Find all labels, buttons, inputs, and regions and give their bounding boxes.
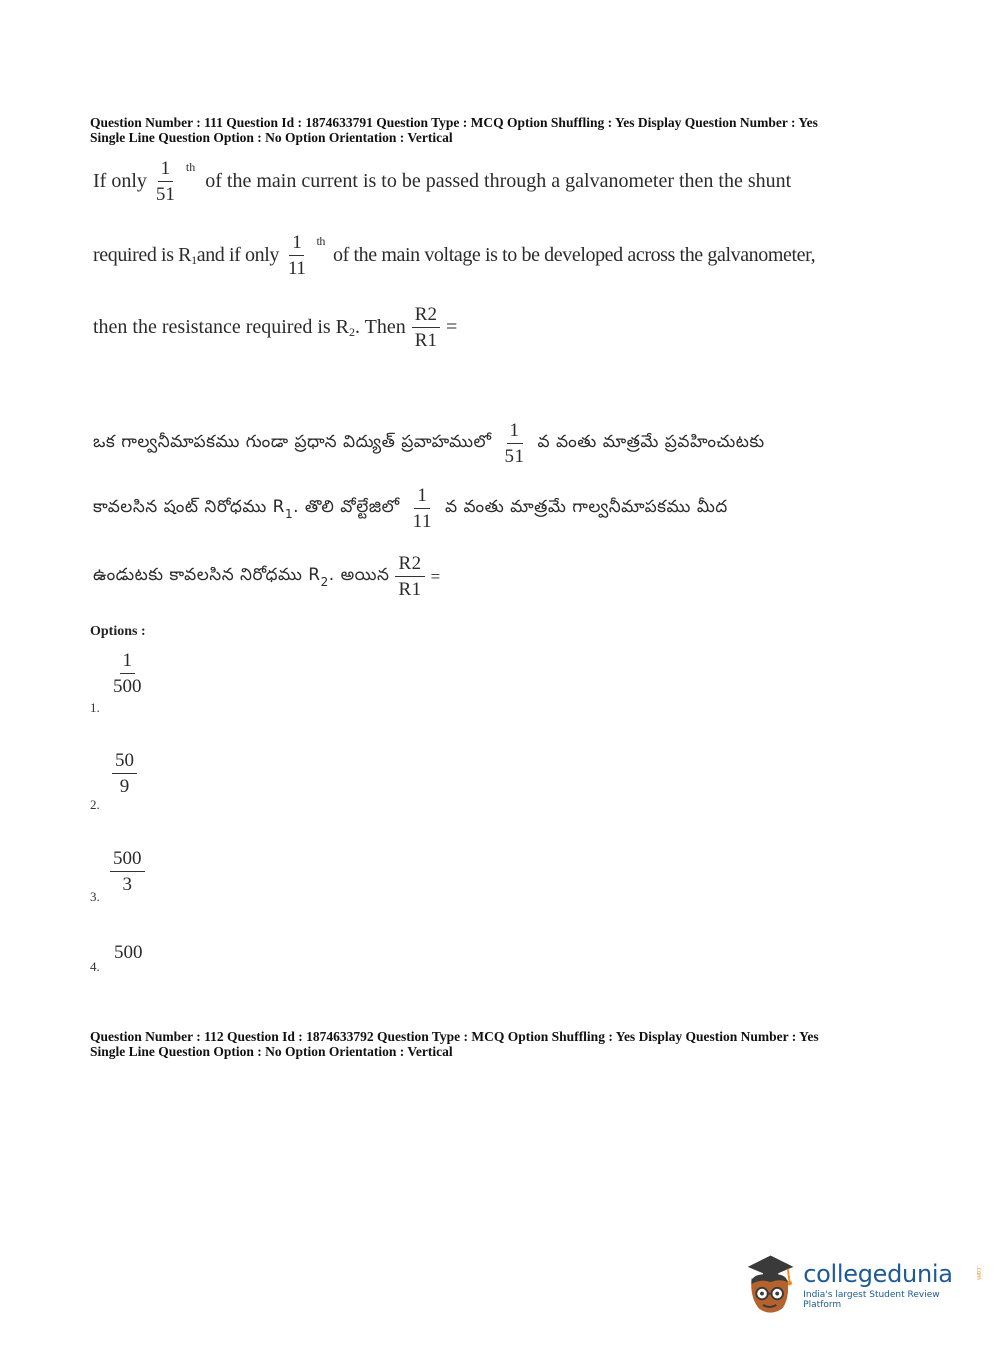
fraction-denominator: 51 [504,446,525,467]
question-te-line-1 [93,420,765,467]
question-111-meta-line1: Question Number : 111 Question Id : 1874633791 Question Type : MCQ Option Shuffling : Yes Display Question Number : Yes [90,115,818,130]
fraction-r2-r1 [395,553,424,600]
question-te-line-3 [93,553,441,600]
fraction-1-11 [285,232,309,279]
fraction-numerator: R2 [395,553,424,577]
fraction-numerator: 1 [414,485,430,509]
question-en-line-1 [93,158,791,205]
question-112-meta [90,1029,920,1059]
equals-sign: = [430,566,441,586]
fraction-numerator: R2 [412,304,440,328]
option-2-number: 2. [90,797,100,812]
collegedunia-logo[interactable] [742,1250,982,1320]
fraction-1-51 [502,420,528,467]
option-1[interactable] [110,650,145,697]
text-segment: of the main voltage is to be developed across the galvanometer, [333,244,816,266]
question-112-meta-line1: Question Number : 112 Question Id : 1874633792 Question Type : MCQ Option Shuffling : Yes Display Question Number : Yes [90,1029,819,1044]
text-segment: . తొలి వోల్టేజిలో [293,496,400,517]
fraction-denominator: R1 [398,579,422,600]
fraction-denominator: 11 [412,511,432,532]
option-1-fraction [110,650,145,697]
logo-tagline: India's largest Student Review Platform [803,1290,940,1310]
option-3-number: 3. [90,889,100,904]
text-segment: then the resistance required is R [93,316,350,338]
text-segment: వ వంతు మాత్రమే గాల్వనీమాపకము మీద [444,496,728,517]
option-4-value: 500 [114,942,143,963]
option-4-number: 4. [90,959,100,974]
option-1-number: 1. [90,700,100,715]
text-segment: వ వంతు మాత్రమే ప్రవహించుటకు [537,431,765,452]
text-segment: required is R [93,244,192,266]
text-segment: . Then [355,316,406,338]
question-te-line-2 [93,485,728,532]
fraction-denominator: 51 [155,184,175,205]
fraction-denominator: 11 [288,258,306,279]
fraction-numerator: 50 [112,750,137,774]
fraction-numerator: 500 [110,848,145,872]
subscript: 2 [320,574,329,589]
question-111-meta [90,115,920,145]
question-112-meta-line2: Single Line Question Option : No Option Orientation : Vertical [90,1044,453,1059]
fraction-denominator: 9 [119,776,130,797]
option-4[interactable] [114,942,143,964]
text-segment: If only [93,170,147,192]
superscript-th: th [185,160,196,174]
option-3[interactable] [110,848,145,895]
fraction-1-11 [410,485,435,532]
subscript: 1 [191,253,197,267]
options-label: Options : [90,624,146,639]
fraction-numerator: 1 [158,158,174,182]
fraction-1-51 [153,158,178,205]
fraction-denominator: R1 [414,330,437,351]
question-en-line-2 [93,232,815,279]
subscript: 1 [284,506,294,521]
text-segment: and if only [196,244,279,266]
question-111-meta-line2: Single Line Question Option : No Option Orientation : Vertical [90,130,453,145]
subscript: 2 [349,325,356,339]
option-2-fraction [112,750,137,797]
fraction-r2-r1 [412,304,440,351]
logo-name: collegedunia [803,1260,953,1288]
superscript-th: th [316,234,326,248]
text-segment: ఒక గాల్వనీమాపకము గుండా ప్రధాన విద్యుత్ ప్రవాహములో [93,431,492,452]
equals-sign: = [445,316,458,338]
fraction-denominator: 500 [113,676,142,697]
fraction-numerator: 1 [507,420,523,444]
logo-wordmark [803,1260,982,1288]
option-2[interactable] [112,750,137,797]
fraction-denominator: 3 [122,874,132,895]
text-segment: . అయిన [328,564,390,585]
mascot-icon [742,1252,797,1318]
logo-text [803,1260,982,1310]
text-segment: ఉండుటకు కావలసిన నిరోధము R [93,564,321,585]
logo-suffix: .com [975,1266,982,1280]
text-segment: of the main current is to be passed through a galvanometer then the shunt [205,170,792,192]
question-en-line-3 [93,304,457,351]
fraction-numerator: 1 [289,232,304,256]
option-3-fraction [110,848,145,895]
fraction-numerator: 1 [120,650,136,674]
text-segment: కావలసిన షంట్ నిరోధము R [93,496,285,517]
